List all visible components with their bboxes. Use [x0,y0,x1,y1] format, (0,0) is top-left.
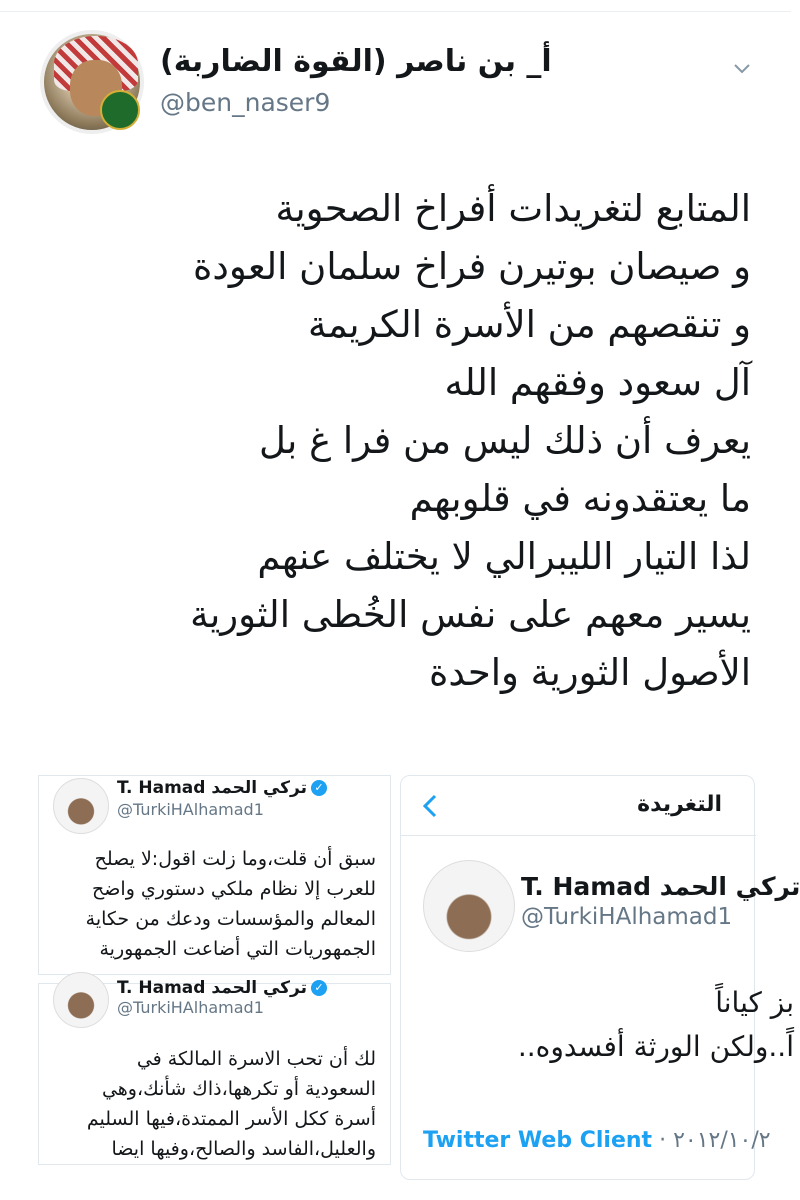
tweet-line: يعرف أن ذلك ليس من فرا غ بل [258,419,751,462]
embedded-tweet-image[interactable] [400,775,800,1180]
chevron-left-icon[interactable] [417,792,445,820]
embedded-tweet-image[interactable] [38,775,391,975]
embedded-line: أسرة ككل الأسر الممتدة،فيها السليم [86,1108,376,1130]
tweet-source [423,1128,771,1153]
embedded-line: اً..ولكن الورثة أفسدوه.. [517,1030,794,1063]
avatar [423,860,515,952]
tweet-date: · ٢٠١٢/١٠/٢ [659,1128,771,1153]
tweet-header [0,30,791,140]
embedded-tweet-image[interactable] [38,978,391,1165]
embedded-line: سبق أن قلت،وما زلت اقول:لا يصلح [94,848,376,870]
embedded-display-name: T. Hamad تركي الحمد ✓ [117,978,327,998]
embedded-line: بز كياناً [715,986,794,1019]
embedded-tweet-text [87,1044,376,1164]
tweet-line: آل سعود وفقهم الله [444,361,751,404]
chevron-down-icon[interactable] [732,58,752,78]
embedded-handle: @TurkiHAlhamad1 [117,998,264,1017]
avatar-badge-icon [100,90,140,130]
tweet-text [31,180,751,702]
source-app-link[interactable]: Twitter Web Client [423,1128,653,1153]
verified-icon: ✓ [311,780,327,796]
nav-title: التغريدة [637,792,722,817]
embedded-line: السعودية أو تكرهها،ذاك شأنك،وهي [101,1078,376,1100]
display-name[interactable]: أ_ بن ناصر (القوة الضاربة) [160,44,552,79]
embedded-line: والعليل،الفاسد والصالح،وفيها ايضا [111,1138,376,1160]
avatar [53,778,109,834]
embedded-line: لك أن تحب الاسرة المالكة في [136,1048,376,1070]
embedded-tweet-text [86,844,376,964]
tweet-line: المتابع لتغريدات أفراخ الصحوية [275,187,751,230]
tweet-line: و صيصان بوتيرن فراخ سلمان العودة [193,245,751,288]
embedded-line: المعالم والمؤسسات ودعك من حكاية [85,908,376,930]
embedded-handle: @TurkiHAlhamad1 [117,800,264,819]
embedded-tweet-text [518,981,794,1069]
embedded-handle: @TurkiHAlhamad1 [521,904,733,930]
avatar[interactable] [40,30,144,134]
nav-bar [401,776,756,836]
embedded-display-name: T. Hamad تركي الحمد ✓ [117,778,327,798]
top-strip [0,0,791,12]
user-handle[interactable]: @ben_naser9 [160,88,331,117]
tweet-line: يسير معهم على نفس الخُطى الثورية [190,593,751,636]
embedded-display-name: T. Hamad تركي الحمد [521,872,800,901]
tweet-line: ما يعتقدونه في قلوبهم [409,477,751,520]
embedded-line: الجمهوريات التي أضاعت الجمهورية [99,938,376,960]
avatar [53,972,109,1028]
tweet-line: و تنقصهم من الأسرة الكريمة [308,303,751,346]
tweet-line: لذا التيار الليبرالي لا يختلف عنهم [257,535,751,578]
tweet-line: الأصول الثورية واحدة [429,651,751,694]
embedded-line: للعرب إلا نظام ملكي دستوري واضح [92,878,376,900]
verified-icon: ✓ [311,980,327,996]
